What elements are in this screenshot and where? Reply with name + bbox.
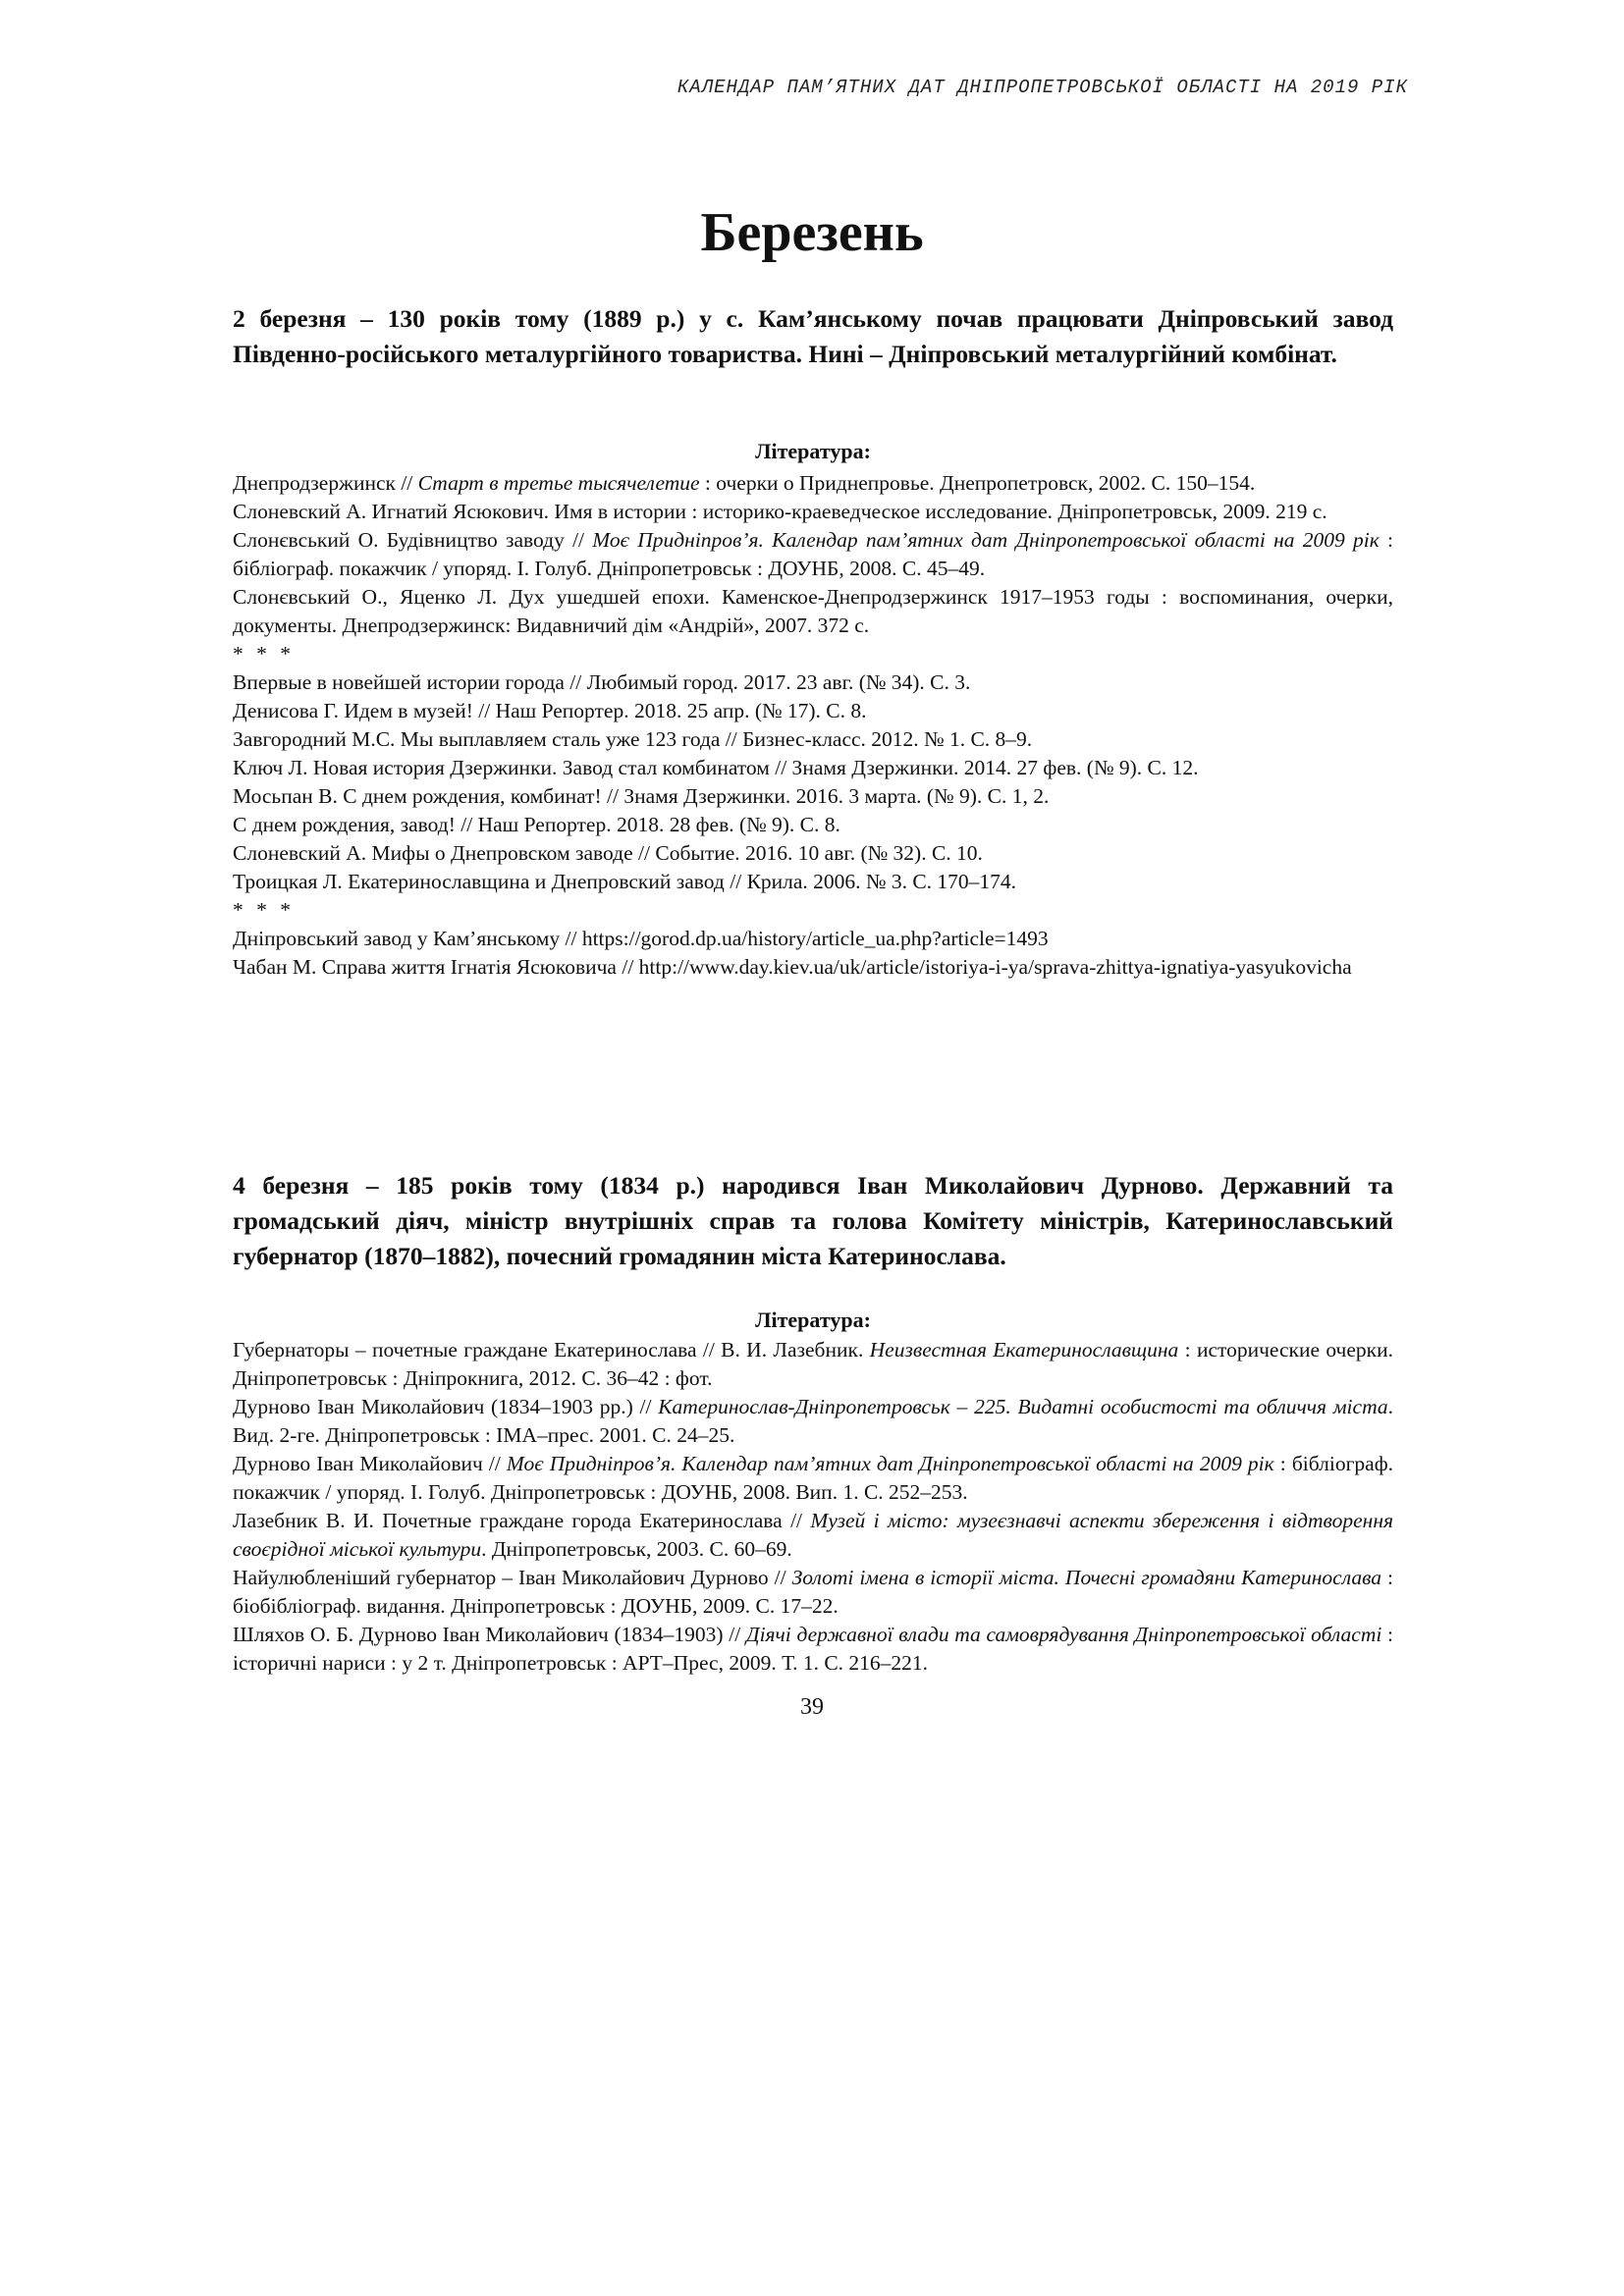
reference-item: Слонєвський О., Яценко Л. Дух ушедшей епохи. Каменское-Днепродзержинск 1917–1953 годы : воспоминания, очерки, документы. Днепродзержинск: Видавничий дім «Андрій», 2007. 372 с.	[233, 585, 1393, 637]
reference-item: Слоневский А. Игнатий Ясюкович. Имя в истории : историко-краеведческое исследование. Дніпропетровськ, 2009. 219 с.	[233, 500, 1327, 523]
reference-item: Впервые в новейшей истории города // Любимый город. 2017. 23 авг. (№ 34). С. 3.	[233, 670, 971, 694]
separator: * * *	[233, 642, 295, 666]
reference-item: Найулюбленіший губернатор – Іван Миколайович Дурново // Золоті імена в історії міста. Почесні громадяни Катеринослава : біобібліограф. видання. Дніпропетровськ : ДОУНБ, 2009. С. 17–22.	[233, 1566, 1393, 1618]
reference-item: Губернаторы – почетные граждане Екатеринослава // В. И. Лазебник. Неизвестная Екатеринославщина : исторические очерки. Дніпропетровськ : Дніпрокнига, 2012. С. 36–42 : фот.	[233, 1338, 1393, 1390]
separator: * * *	[233, 898, 295, 922]
reference-list-2	[233, 1336, 1393, 1678]
reference-item: Завгородний М.С. Мы выплавляем сталь уже 123 года // Бизнес-класс. 2012. № 1. С. 8–9.	[233, 727, 1033, 751]
reference-item: Днепродзержинск // Старт в третье тысячелетие : очерки о Приднепровье. Днепропетровск, 2002. С. 150–154.	[233, 471, 1256, 495]
running-head: КАЛЕНДАР ПАМ’ЯТНИХ ДАТ ДНІПРОПЕТРОВСЬКОЇ ОБЛАСТІ НА 2019 РІК	[677, 77, 1408, 98]
event-heading-1: 2 березня – 130 років тому (1889 р.) у с. Кам’янському почав працювати Дніпровський завод Південно-російського металургійного товариства. Нині – Дніпровський металургійний комбінат.	[233, 304, 1393, 368]
reference-item: Слонєвський О. Будівництво заводу // Моє Придніпров’я. Календар пам’ятних дат Дніпропетровської області на 2009 рік : бібліограф. покажчик / упоряд. І. Голуб. Дніпропетровськ : ДОУНБ, 2008. С. 45–49.	[233, 528, 1393, 580]
reference-list-1	[233, 469, 1393, 982]
reference-item: Мосьпан В. С днем рождения, комбинат! // Знамя Дзержинки. 2016. 3 марта. (№ 9). С. 1, 2.	[233, 784, 1050, 808]
reference-link-item[interactable]: Чабан М. Справа життя Ігнатія Ясюковича // http://www.day.kiev.ua/uk/article/istoriya-i-ya/sprava-zhittya-ignatiya-yasyukovicha	[233, 955, 1352, 979]
month-title: Березень	[700, 202, 924, 263]
reference-link-item[interactable]: Дніпровський завод у Кам’янському // https://gorod.dp.ua/history/article_ua.php?article=1493	[233, 927, 1049, 950]
reference-item: Ключ Л. Новая история Дзержинки. Завод стал комбинатом // Знамя Дзержинки. 2014. 27 фев. (№ 9). С. 12.	[233, 756, 1199, 779]
reference-item: Троицкая Л. Екатеринославщина и Днепровский завод // Крила. 2006. № 3. С. 170–174.	[233, 870, 1017, 893]
event-heading-2: 4 березня – 185 років тому (1834 р.) народився Іван Миколайович Дурново. Державний та громадський діяч, міністр внутрішніх справ та голова Комітету міністрів, Катеринославський губернатор (1870–1882), почесний громадянин міста Катеринослава.	[233, 1171, 1393, 1270]
literature-heading-1: Література:	[755, 439, 871, 463]
reference-item: Лазебник В. И. Почетные граждане города Екатеринослава // Музей і місто: музеєзнавчі аспекти збереження і відтворення своєрідної міської культури. Дніпропетровськ, 2003. С. 60–69.	[233, 1509, 1393, 1561]
reference-item: Дурново Іван Миколайович (1834–1903 рр.) // Катеринослав-Дніпропетровськ – 225. Видатні особистості та обличчя міста. Вид. 2-ге. Дніпропетровськ : ІМА–прес. 2001. С. 24–25.	[233, 1395, 1393, 1447]
literature-heading-2: Література:	[755, 1308, 871, 1332]
reference-item: Дурново Іван Миколайович // Моє Придніпров’я. Календар пам’ятних дат Дніпропетровської області на 2009 рік : бібліограф. покажчик / упоряд. І. Голуб. Дніпропетровськ : ДОУНБ, 2008. Вип. 1. С. 252–253.	[233, 1452, 1394, 1504]
page-number: 39	[800, 1694, 824, 1720]
reference-item: С днем рождения, завод! // Наш Репортер. 2018. 28 фев. (№ 9). С. 8.	[233, 813, 840, 836]
reference-item: Шляхов О. Б. Дурново Іван Миколайович (1834–1903) // Діячі державної влади та самоврядування Дніпропетровської області : історичні нариси : у 2 т. Дніпропетровськ : АРТ–Прес, 2009. Т. 1. С. 216–221.	[233, 1623, 1393, 1675]
reference-item: Денисова Г. Идем в музей! // Наш Репортер. 2018. 25 апр. (№ 17). С. 8.	[233, 699, 867, 722]
reference-item: Слоневский А. Мифы о Днепровском заводе // Событие. 2016. 10 авг. (№ 32). С. 10.	[233, 841, 983, 865]
